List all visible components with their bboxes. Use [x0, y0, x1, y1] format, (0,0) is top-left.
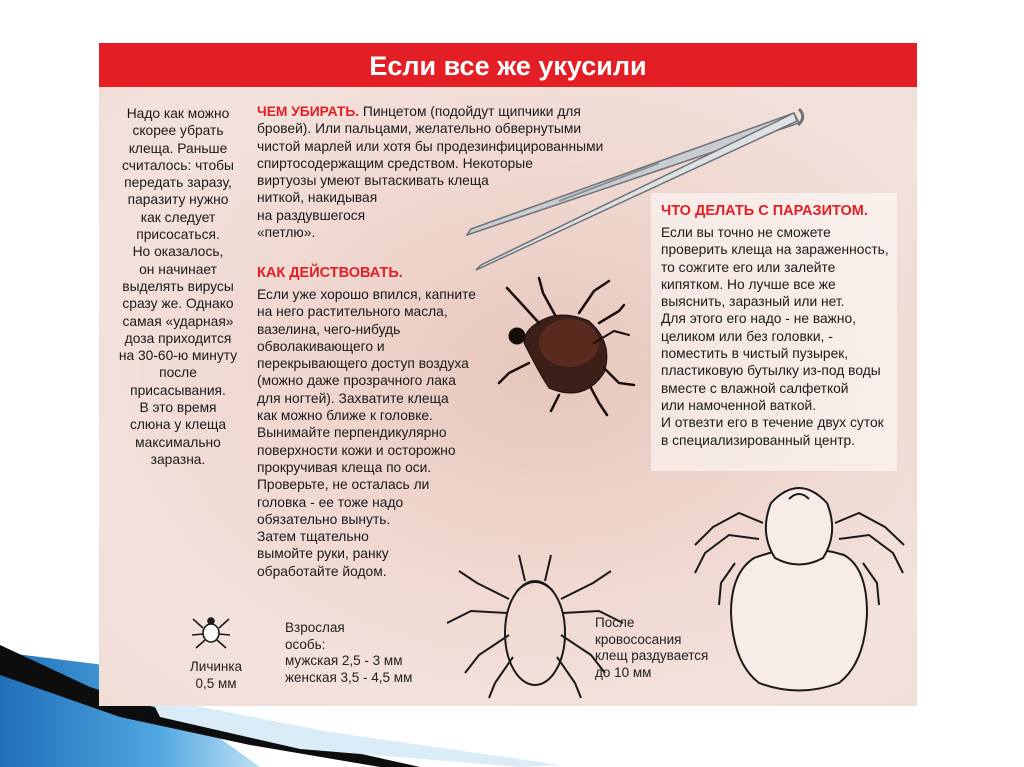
parasite-line: проверить клеща на зараженность,	[661, 242, 889, 258]
parasite-line: кипятком. Но лучше все же	[661, 276, 836, 292]
parasite-line: пластиковую бутылку из-под воды	[661, 363, 881, 379]
how-act-line: перекрывающего доступ воздуха	[257, 356, 469, 372]
after-feeding-caption-line: кровососания	[595, 631, 682, 647]
left-text-line: слюна у клеща	[129, 417, 227, 433]
after-feeding-caption	[595, 615, 735, 681]
how-act-line: на него растительного масла,	[257, 304, 448, 320]
larva-caption-line: 0,5 мм	[195, 675, 237, 691]
adult-caption	[285, 620, 485, 686]
how-act-line: обработайте йодом.	[257, 563, 387, 579]
parasite-line: Если вы точно не сможете	[661, 225, 831, 240]
how-remove-line: виртуозы умеют вытаскивать клеща	[257, 173, 489, 189]
how-remove-section	[257, 103, 625, 241]
after-feeding-caption-line: После	[595, 615, 635, 630]
parasite-line: И отвезти его в течение двух суток	[661, 415, 884, 431]
left-text-line: он начинает	[139, 261, 217, 277]
left-text-line: Но оказалось,	[132, 244, 224, 260]
left-text-line: на 30-60-ю минуту	[118, 348, 238, 364]
parasite-line: Для этого его надо - не важно,	[661, 311, 857, 327]
after-feeding-caption-line: до 10 мм	[595, 664, 652, 680]
how-act-section	[257, 286, 497, 580]
parasite-line: вместе с влажной салфеткой	[661, 380, 849, 396]
parasite-heading: ЧТО ДЕЛАТЬ С ПАРАЗИТОМ.	[661, 203, 868, 219]
how-remove-line: бровей). Или пальцами, желательно обвернутыми	[257, 121, 582, 137]
how-act-line: вазелина, чего-нибудь	[257, 321, 401, 337]
how-remove-heading: ЧЕМ УБИРАТЬ.	[257, 104, 360, 119]
left-text-line: присасывания.	[130, 382, 226, 398]
left-text-line: самая «ударная»	[122, 313, 234, 329]
how-act-line: Проверьте, не осталась ли	[257, 477, 430, 493]
larva-caption-line: Личинка	[189, 659, 243, 674]
parasite-line: целиком или без головки, -	[661, 328, 833, 344]
how-act-line: как можно ближе к головке.	[257, 408, 433, 424]
how-act-line: для ногтей). Захватите клеща	[257, 390, 449, 406]
left-column-text	[109, 105, 247, 468]
how-act-heading: КАК ДЕЙСТВОВАТЬ.	[257, 265, 403, 281]
how-act-line: Вынимайте перпендикулярно	[257, 425, 447, 441]
infographic-card	[99, 43, 917, 706]
infographic-title: Если все же укусили	[99, 43, 917, 87]
how-remove-line: чистой марлей или хотя бы продезинфицированными	[257, 138, 604, 154]
how-remove-line: Пинцетом (подойдут щипчики для	[359, 104, 581, 119]
left-text-line: присосаться.	[136, 227, 220, 243]
left-text-line: паразиту нужно	[127, 192, 229, 208]
tick-photo	[499, 278, 634, 415]
larva-caption	[181, 659, 251, 692]
left-text-line: В это время	[139, 400, 217, 416]
how-act-line: обязательно вынуть.	[257, 511, 391, 527]
parasite-line: или намоченной ваткой.	[661, 397, 817, 413]
parasite-line: в специализированный центр.	[661, 432, 856, 448]
adult-caption-line: мужская 2,5 - 3 мм	[285, 653, 403, 668]
left-text-line: Надо как можно	[126, 106, 230, 121]
how-remove-line: спиртосодержащим средством. Некоторые	[257, 155, 533, 171]
parasite-line: выяснить, заразный или нет.	[661, 294, 845, 310]
parasite-section	[661, 224, 893, 449]
left-text-line: передать заразу,	[124, 175, 232, 191]
left-text-line: максимально	[135, 434, 221, 450]
left-text-line: заразна.	[150, 451, 206, 467]
how-remove-line: «петлю».	[257, 225, 316, 241]
left-text-line: клеща. Раньше	[128, 140, 228, 156]
parasite-line: то сожгите его или залейте	[661, 259, 836, 275]
adult-caption-line: Взрослая	[285, 620, 345, 635]
how-act-line: обволакивающего и	[257, 338, 385, 354]
left-text-line: скорее убрать	[132, 123, 224, 139]
how-act-line: прокручивая клеща по оси.	[257, 459, 432, 475]
how-act-line: вымойте руки, ранку	[257, 546, 389, 562]
how-remove-line: ниткой, накидывая	[257, 190, 378, 206]
how-act-line: Затем тщательно	[257, 529, 369, 545]
how-act-line: головка - ее тоже надо	[257, 494, 404, 510]
left-text-line: после	[159, 365, 197, 381]
after-feeding-caption-line: клещ раздувается	[595, 648, 709, 663]
parasite-line: поместить в чистый пузырек,	[661, 346, 849, 362]
adult-caption-line: особь:	[285, 636, 326, 652]
how-act-line: (можно даже прозрачного лака	[257, 373, 456, 389]
left-text-line: доза приходится	[124, 330, 232, 346]
tick-larva-icon	[192, 618, 230, 648]
how-act-line: поверхности кожи и осторожно	[257, 442, 456, 458]
how-remove-line: на раздувшегося	[257, 207, 366, 223]
left-text-line: сразу же. Однако	[122, 296, 234, 312]
left-text-line: как следует	[140, 209, 216, 225]
left-text-line: считалось: чтобы	[122, 157, 234, 173]
adult-caption-line: женская 3,5 - 4,5 мм	[285, 669, 413, 685]
left-text-line: выделять вирусы	[122, 278, 234, 294]
how-act-line: Если уже хорошо впился, капните	[257, 287, 476, 302]
